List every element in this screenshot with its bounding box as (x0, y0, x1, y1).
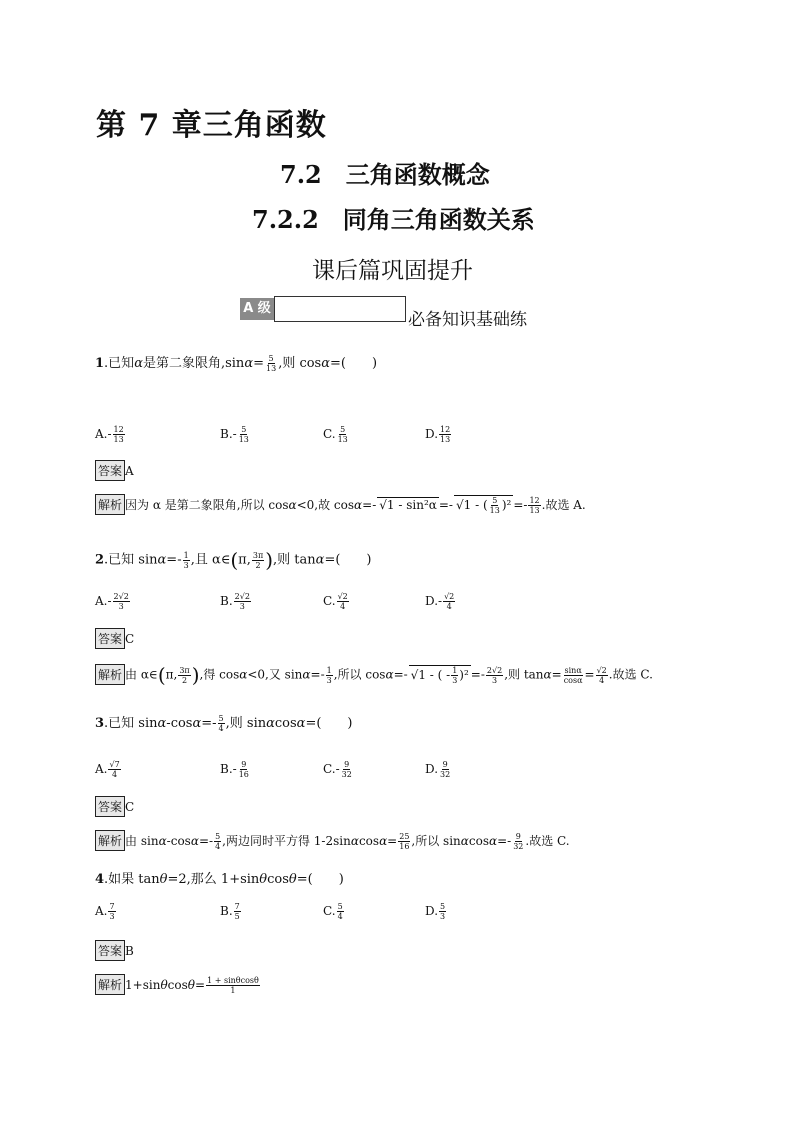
question-4-stem: 4.如果 tanθ=2,那么 1+sinθcosθ=( ) (95, 872, 344, 887)
option-d: D.- $\frac{√2}{4}$ (425, 592, 455, 611)
option-a: A.- $\frac{12}{13}$ (95, 425, 124, 444)
option-d: D. $\frac{12}{13}$ (425, 425, 451, 444)
option-a: A.- $\frac{2√2}{3}$ (95, 592, 129, 611)
option-d: D. $\frac{5}{3}$ (425, 902, 446, 921)
section-title: 7.2 三角函数概念 (280, 160, 490, 189)
question-2-stem: 2.已知 sinα=- $\frac{1}{3}$ ,且 α∈(π, $\frac{3\pi}{2}$ ),则 tanα=( ) (95, 548, 372, 572)
option-c: C. $\frac{√2}{4}$ (323, 592, 348, 611)
question-number: 4 (95, 872, 105, 887)
answer-label: 答案 (95, 460, 125, 481)
analysis-row: 解析 因为 α 是第二象限角,所以 cosα<0,故 cosα=- √1 - sin²α =- √1 - ( $\frac{5}{13}$ )² =- $\frac{12}{13}$ .故选 A. (95, 494, 586, 515)
option-c: C.- $\frac{9}{32}$ (323, 760, 352, 779)
option-b: B.- $\frac{9}{16}$ (220, 760, 249, 779)
analysis-label: 解析 (95, 664, 125, 685)
question-3-stem: 3.已知 sinα-cosα=- $\frac{5}{4}$ ,则 sinαcosα=( ) (95, 714, 353, 733)
answer-label: 答案 (95, 796, 125, 817)
sqrt: √1 - ( - $\frac{1}{3}$ )² (410, 665, 469, 685)
option-b: B. $\frac{7}{5}$ (220, 902, 240, 921)
answer-row (95, 628, 134, 649)
option-c: C. $\frac{5}{4}$ (323, 902, 343, 921)
question-number: 1 (95, 356, 105, 371)
analysis-row: 解析 由 α∈(π, $\frac{3\pi}{2}$ ),得 cosα<0,又 sinα=- $\frac{1}{3}$ ,所以 cosα=- √1 - ( - $\frac{1}{3}$ )² =- $\frac{2√2}{3}$ ,则 tanα= $\frac{\sin\alpha}{\cos\alpha}$ = $\frac{√2}{4}$ .故选 C. (95, 663, 653, 687)
answer-value: C (125, 632, 135, 646)
subsection-title: 7.2.2 同角三角函数关系 (252, 205, 535, 234)
answer-value: B (125, 944, 134, 958)
sqrt: √1 - ( $\frac{5}{13}$ )² (455, 496, 512, 515)
question-number: 3 (95, 716, 105, 731)
option-b: B.- $\frac{5}{13}$ (220, 425, 249, 444)
fraction: $\frac{5}{13}$ (266, 354, 277, 373)
level-title: 必备知识基础练 (408, 310, 527, 330)
page-subtitle: 课后篇巩固提升 (312, 258, 473, 284)
option-a: A. $\frac{7}{3}$ (95, 902, 115, 921)
option-a: A. $\frac{√7}{4}$ (95, 760, 120, 779)
chapter-title: 第 7 章三角函数 (96, 108, 327, 143)
analysis-label: 解析 (95, 494, 125, 515)
answer-row (95, 940, 134, 961)
analysis-label: 解析 (95, 974, 125, 995)
question-1-stem: 1.已知α是第二象限角,sinα= $\frac{5}{13}$ ,则 cosα=( ) (95, 354, 378, 373)
answer-value: C (125, 800, 135, 814)
analysis-label: 解析 (95, 830, 125, 851)
question-number: 2 (95, 552, 105, 568)
analysis-row: 解析 由 sinα-cosα=- $\frac{5}{4}$ ,两边同时平方得 1-2sinαcosα= $\frac{25}{16}$ ,所以 sinαcosα=- $\frac{9}{32}$ .故选 C. (95, 830, 570, 851)
option-b: B. $\frac{2√2}{3}$ (220, 592, 250, 611)
answer-label: 答案 (95, 940, 125, 961)
sqrt: √1 - sin²α (379, 498, 437, 512)
analysis-row: 解析 1+sinθcosθ= $\frac{1 + \sin\theta\cos\theta}{1}$ (95, 974, 261, 995)
answer-row (95, 460, 134, 481)
option-d: D. $\frac{9}{32}$ (425, 760, 451, 779)
answer-label: 答案 (95, 628, 125, 649)
level-badge: A 级 (240, 298, 274, 320)
answer-value: A (125, 464, 134, 478)
answer-row (95, 796, 134, 817)
option-c: C. $\frac{5}{13}$ (323, 425, 348, 444)
level-blank-box (274, 296, 406, 322)
